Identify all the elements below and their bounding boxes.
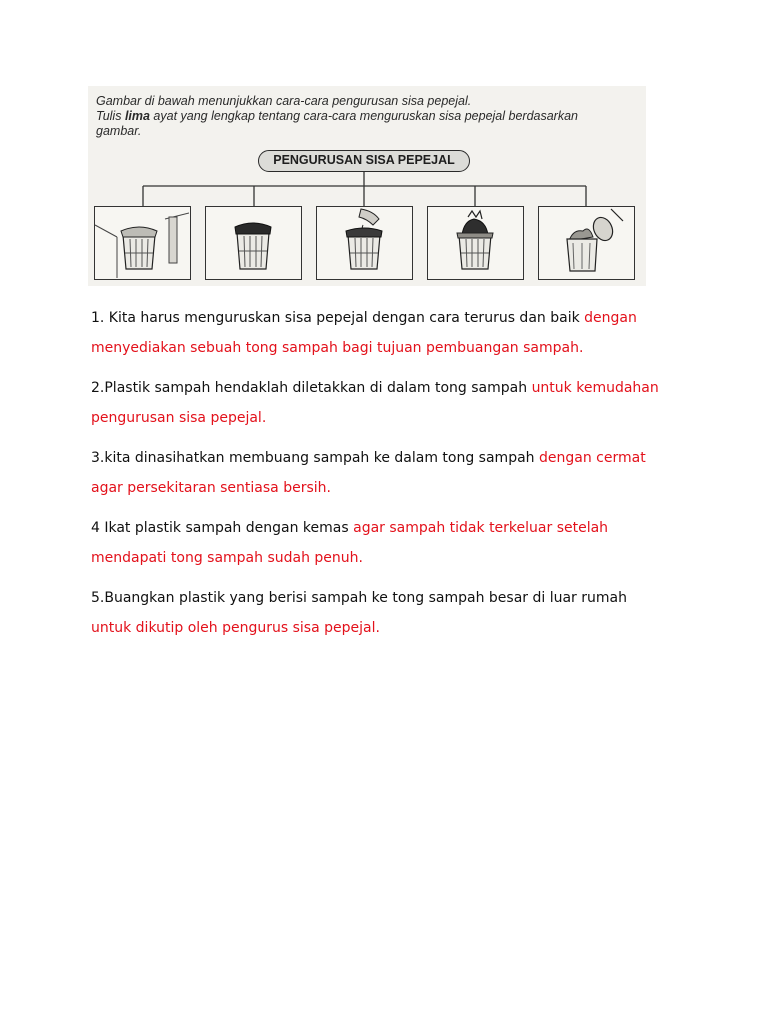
panel-bin-tied-bag (427, 206, 524, 280)
answer-3: 3.kita dinasihatkan membuang sampah ke dalam tong sampah dengan cermat agar persekitaran sentiasa bersih. (91, 450, 646, 496)
instruction-line-2: Tulis lima ayat yang lengkap tentang cara-cara menguruskan sisa pepejal berdasarkan (96, 109, 578, 123)
answer-1-highlight: dengan menyediakan sebuah tong sampah bagi tujuan pembuangan sampah. (91, 310, 637, 356)
bin-with-bag-icon (95, 207, 189, 278)
answer-5-highlight: untuk dikutip oleh pengurus sisa pepejal. (91, 619, 380, 636)
answer-1: 1. Kita harus menguruskan sisa pepejal dengan cara terurus dan baik dengan menyediakan sebuah tong sampah bagi tujuan pembuangan sampah. (91, 310, 637, 356)
bin-tied-bag-icon (428, 207, 522, 278)
worksheet-heading: PENGURUSAN SISA PEPEJAL (258, 150, 470, 172)
answer-2-highlight: untuk kemudahan pengurusan sisa pepejal. (91, 380, 659, 426)
answer-4-highlight: agar sampah tidak terkeluar setelah mendapati tong sampah sudah penuh. (91, 520, 609, 566)
bin-lifted-lid-icon (539, 207, 633, 278)
panel-bin-with-bag (94, 206, 191, 280)
answer-4: 4 Ikat plastik sampah dengan kemas agar sampah tidak terkeluar setelah mendapati tong sampah sudah penuh. (91, 520, 609, 566)
panel-bin-with-lid (205, 206, 302, 280)
bin-pouring-icon (317, 207, 411, 278)
instruction-bold-word: lima (124, 109, 150, 123)
bin-with-lid-icon (206, 207, 300, 278)
instruction-line-3: gambar. (96, 124, 142, 138)
connector-lines (88, 86, 646, 211)
panel-bin-lifted-lid (538, 206, 635, 280)
answer-2: 2.Plastik sampah hendaklah diletakkan di dalam tong sampah untuk kemudahan pengurusan sisa pepejal. (91, 380, 659, 426)
instruction-line-1: Gambar di bawah menunjukkan cara-cara pengurusan sisa pepejal. (96, 94, 472, 108)
answer-3-highlight: dengan cermat agar persekitaran sentiasa bersih. (91, 450, 646, 496)
answer-list (91, 304, 671, 654)
answer-5: 5.Buangkan plastik yang berisi sampah ke tong sampah besar di luar rumah untuk dikutip oleh pengurus sisa pepejal. (91, 590, 627, 636)
panel-bin-pouring (316, 206, 413, 280)
